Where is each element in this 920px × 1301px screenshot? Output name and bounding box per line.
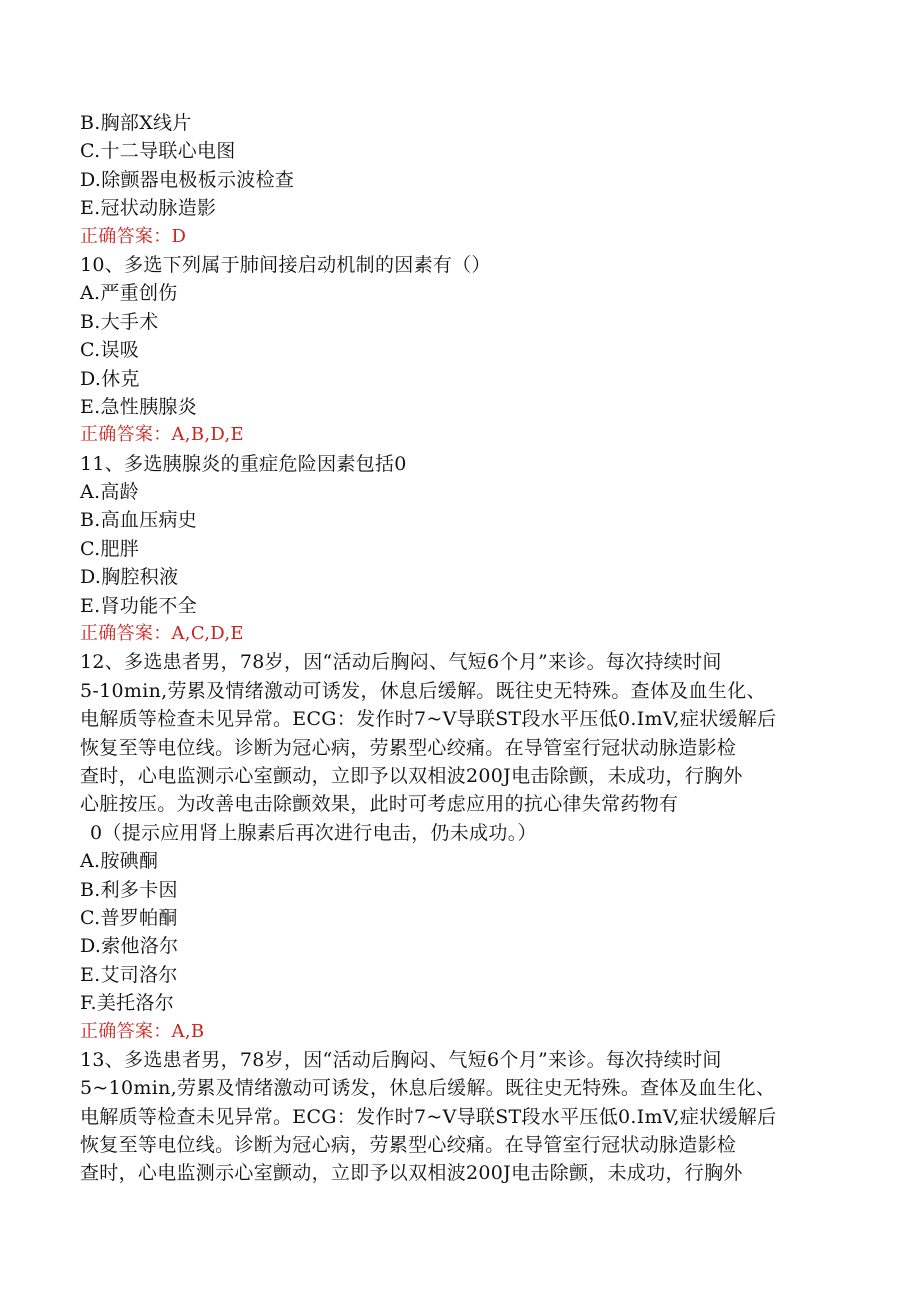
option-b: B.利多卡因: [80, 878, 178, 901]
question-stem-line: 5-10min,劳累及情绪激动可诱发，休息后缓解。既往史无特殊。查体及血生化、: [80, 679, 766, 702]
document-page: [80, 109, 840, 1188]
question-stem-line: 5~10min,劳累及情绪激动可诱发，休息后缓解。既往史无特殊。查体及血生化、: [80, 1077, 776, 1100]
question-stem-line: 13、多选患者男，78岁，因“活动后胸闷、气短6个月”来诊。每次持续时间: [80, 1048, 722, 1071]
correct-answer: 正确答案：D: [80, 225, 187, 247]
question-stem-line: 心脏按压。为改善电击除颤效果，此时可考虑应用的抗心律失常药物有: [80, 793, 679, 816]
question-stem-line: 0（提示应用肾上腺素后再次进行电击，仍未成功。）: [90, 821, 537, 844]
question-11: [80, 450, 840, 649]
option-e: E.冠状动脉造影: [80, 197, 217, 220]
option-e: E.艾司洛尔: [80, 963, 178, 986]
question-10: [80, 251, 840, 450]
question-stem: 11、多选胰腺炎的重症危险因素包括0: [80, 452, 407, 475]
question-stem-line: 恢复至等电位线。诊断为冠心病，劳累型心绞痛。在导管室行冠状动脉造影检: [80, 1134, 737, 1157]
option-d: D.除颤器电极板示波检查: [80, 168, 295, 191]
option-b: B.大手术: [80, 310, 159, 333]
question-13: [80, 1046, 840, 1188]
option-e: E.急性胰腺炎: [80, 395, 198, 418]
correct-answer: 正确答案：A,B: [80, 1020, 205, 1042]
option-e: E.肾功能不全: [80, 594, 198, 617]
option-d: D.休克: [80, 367, 140, 390]
question-12: [80, 648, 840, 1045]
question-stem-line: 查时，心电监测示心室颤动，立即予以双相波200J电击除颤，未成功，行胸外: [80, 764, 743, 787]
option-a: A.胺碘酮: [80, 850, 159, 873]
prev-question: [80, 109, 840, 251]
option-c: C.十二导联心电图: [80, 140, 236, 163]
correct-answer: 正确答案：A,B,D,E: [80, 424, 244, 446]
question-stem-line: 查时，心电监测示心室颤动，立即予以双相波200J电击除颤，未成功，行胸外: [80, 1162, 743, 1185]
question-stem: 10、多选下列属于肺间接启动机制的因素有（）: [80, 253, 491, 276]
option-f: F.美托洛尔: [80, 992, 175, 1015]
option-d: D.索他洛尔: [80, 935, 179, 958]
option-a: A.严重创伤: [80, 282, 178, 305]
option-c: C.误吸: [80, 339, 140, 362]
question-stem-line: 恢复至等电位线。诊断为冠心病，劳累型心绞痛。在导管室行冠状动脉造影检: [80, 736, 737, 759]
question-stem-line: 12、多选患者男，78岁，因“活动后胸闷、气短6个月”来诊。每次持续时间: [80, 651, 722, 674]
question-stem-line: 电解质等检查未见异常。ECG：发作时7~V导联ST段水平压低0.ImV,症状缓解后: [80, 1105, 777, 1128]
option-b: B.胸部X线片: [80, 112, 192, 134]
correct-answer: 正确答案：A,C,D,E: [80, 623, 244, 645]
option-a: A.高龄: [80, 481, 139, 504]
question-stem-line: 电解质等检查未见异常。ECG：发作时7~V导联ST段水平压低0.ImV,症状缓解后: [80, 708, 777, 731]
option-c: C.普罗帕酮: [80, 906, 178, 929]
option-d: D.胸腔积液: [80, 566, 179, 589]
option-c: C.肥胖: [80, 537, 140, 560]
option-b: B.高血压病史: [80, 509, 198, 532]
